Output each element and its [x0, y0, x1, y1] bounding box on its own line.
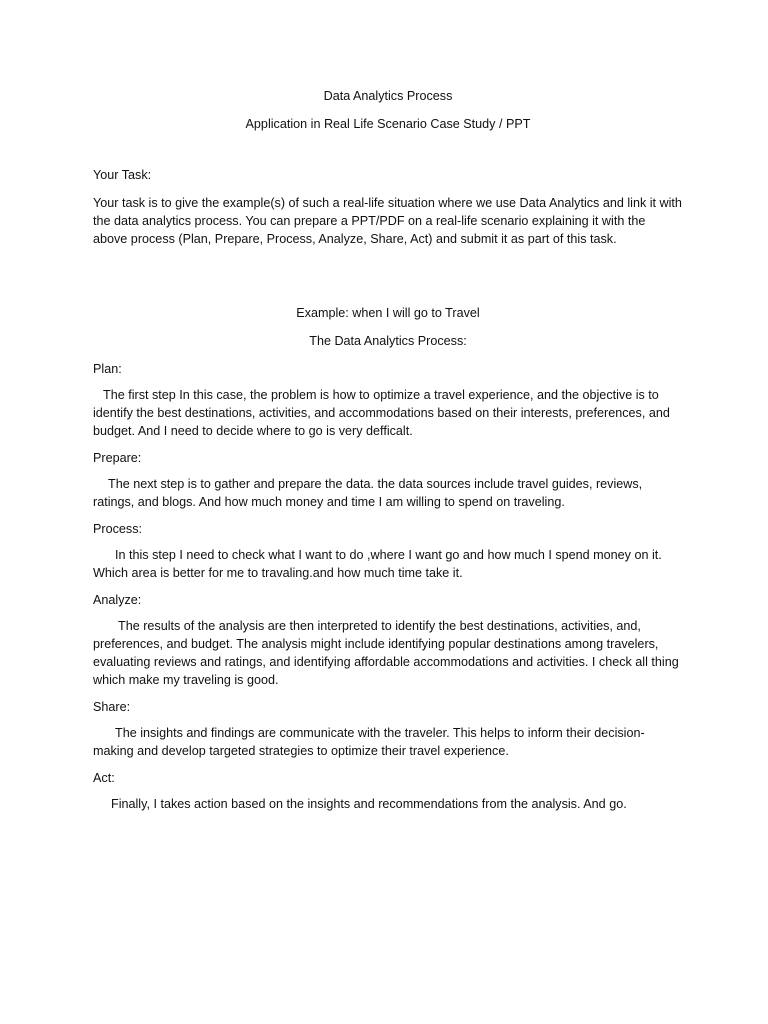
section-text-process: In this step I need to check what I want to do ,where I want go and how much I spend money on it. Which area is better for me to travaling.and how much time take it. [93, 548, 662, 580]
section-label-share: Share: [93, 700, 131, 714]
section-text-act: Finally, I takes action based on the insights and recommendations from the analysis. And go. [111, 797, 627, 811]
section-label-plan: Plan: [93, 362, 122, 376]
section-text-prepare: The next step is to gather and prepare the data. the data sources include travel guides, reviews, ratings, and blogs. And how much money and time I am willing to spend on traveling. [93, 477, 643, 509]
section-label-process: Process: [93, 522, 142, 536]
section-text-plan: The first step In this case, the problem is how to optimize a travel experience, and the objective is to identify the best destinations, activities, and accommodations based on their interests, preferences, and budget. And I need to decide where to go is very defficalt. [93, 388, 670, 438]
task-label: Your Task: [93, 168, 152, 182]
section-label-prepare: Prepare: [93, 451, 142, 465]
document-content [93, 87, 683, 822]
example-heading: Example: when I will go to Travel [296, 306, 480, 320]
task-text: Your task is to give the example(s) of such a real-life situation where we use Data Analytics and link it with the data analytics process. You can prepare a PPT/PDF on a real-life scenario explaining it with the above process (Plan, Prepare, Process, Analyze, Share, Act) and submit it as part of this task. [93, 196, 682, 246]
section-label-analyze: Analyze: [93, 593, 142, 607]
document-title: Data Analytics Process [323, 89, 453, 103]
section-label-act: Act: [93, 771, 115, 785]
section-text-share: The insights and findings are communicate with the traveler. This helps to inform their decision-making and develop targeted strategies to optimize their travel experience. [93, 726, 645, 758]
document-subtitle: Application in Real Life Scenario Case Study / PPT [245, 117, 531, 131]
process-heading: The Data Analytics Process: [309, 334, 467, 348]
section-text-analyze: The results of the analysis are then interpreted to identify the best destinations, activities, and, preferences, and budget. The analysis might include identifying popular destinations among travelers, evaluating reviews and ratings, and identifying affordable accommodations and activities. I check all thing which make my traveling is good. [93, 619, 679, 687]
